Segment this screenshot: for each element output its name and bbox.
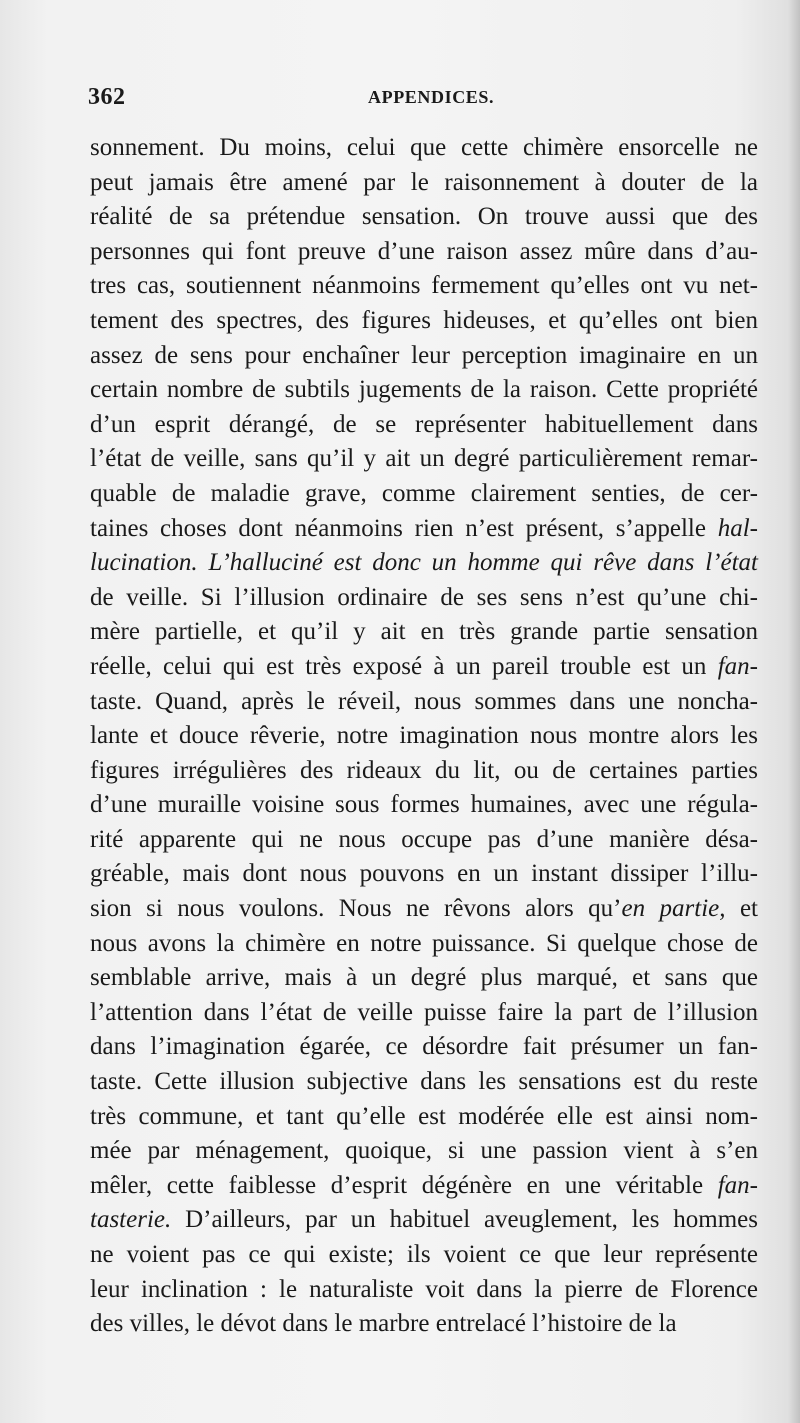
italic-word: tasterie. bbox=[90, 1206, 172, 1234]
text-line-with-italic bbox=[90, 650, 758, 685]
text-line: certain nombre de subtils jugements de la raison. Cette propriété bbox=[90, 376, 758, 404]
text-line: nous avons la chimère en notre puissance. Si quelque chose de bbox=[90, 929, 758, 957]
text-line: personnes qui font preuve d’une raison assez mûre dans d’au- bbox=[90, 237, 758, 265]
text-line: des villes, le dévot dans le marbre entrelacé l’histoire de la bbox=[90, 1310, 677, 1338]
running-head: APPENDICES. bbox=[368, 87, 495, 107]
text-segment: taste. Quand, après le réveil, nous sommes dans une noncha- bbox=[90, 687, 758, 715]
text-line: tres cas, soutiennent néanmoins fermement qu’elles ont vu net- bbox=[90, 272, 758, 300]
text-line: l’attention dans l’état de veille puisse faire la part de l’illusion bbox=[90, 998, 758, 1026]
text-line: taste. Cette illusion subjective dans les sensations est du reste bbox=[90, 1068, 758, 1096]
text-line: sonnement. Du moins, celui que cette chimère ensorcelle ne bbox=[90, 134, 758, 161]
text-line: mère partielle, et qu’il y ait en très grande partie sensation bbox=[90, 618, 758, 646]
text-line: leur inclination : le naturaliste voit dans la pierre de Florence bbox=[90, 1275, 758, 1303]
text-line-with-italic bbox=[90, 685, 758, 720]
text-line: ne voient pas ce qui existe; ils voient ce que leur représente bbox=[90, 1241, 758, 1268]
italic-word: hal- bbox=[717, 514, 758, 542]
text-segment: D’ailleurs, par un habituel aveuglement, les hommes bbox=[185, 1206, 759, 1234]
text-line: de veille. Si l’illusion ordinaire de ses sens n’est qu’une chi- bbox=[90, 583, 758, 611]
text-line: dans l’imagination égarée, ce désordre fait présumer un fan- bbox=[90, 1033, 758, 1061]
text-line: d’une muraille voisine sous formes humaines, avec une régula- bbox=[90, 791, 758, 819]
page-header bbox=[88, 84, 748, 118]
text-line: peut jamais être amené par le raisonnement à douter de la bbox=[90, 168, 758, 196]
text-line: l’état de veille, sans qu’il y ait un degré particulièrement remar- bbox=[90, 445, 758, 473]
text-line: assez de sens pour enchaîner leur perception imaginaire en un bbox=[90, 341, 758, 369]
page-number: 362 bbox=[88, 84, 126, 110]
text-line: figures irrégulières des rideaux du lit, ou de certaines parties bbox=[90, 756, 758, 784]
text-line-with-italic bbox=[90, 892, 758, 927]
text-line-with-italic bbox=[90, 1203, 758, 1238]
text-line-with-italic bbox=[90, 546, 758, 581]
italic-word: lucination. L’halluciné est donc un homme qui rêve dans l’état bbox=[90, 549, 758, 577]
body-text bbox=[90, 131, 758, 1342]
text-segment: sion si nous voulons. Nous ne rêvons alors qu’ bbox=[90, 895, 622, 923]
italic-word: fan- bbox=[717, 1171, 758, 1199]
italic-word: en partie, bbox=[621, 895, 726, 923]
text-line: tement des spectres, des figures hideuses, et qu’elles ont bien bbox=[90, 306, 758, 334]
text-line: d’un esprit dérangé, de se représenter habituellement dans bbox=[90, 410, 758, 438]
text-line: rité apparente qui ne nous occupe pas d’une manière désa- bbox=[90, 825, 758, 853]
text-segment: et bbox=[725, 895, 758, 923]
text-line-with-italic bbox=[90, 512, 758, 547]
text-line: très commune, et tant qu’elle est modérée elle est ainsi nom- bbox=[90, 1102, 758, 1130]
text-segment: réelle, celui qui est très exposé à un pareil trouble est un bbox=[90, 652, 707, 680]
text-line: lante et douce rêverie, notre imagination nous montre alors les bbox=[90, 722, 758, 750]
text-segment: taines choses dont néanmoins rien n’est présent, s’appelle bbox=[90, 514, 706, 542]
text-line: gréable, mais dont nous pouvons en un instant dissiper l’illu- bbox=[90, 860, 758, 888]
page-gutter-shadow bbox=[788, 0, 800, 1423]
text-line: réalité de sa prétendue sensation. On trouve aussi que des bbox=[90, 203, 758, 231]
text-line: semblable arrive, mais à un degré plus marqué, et sans que bbox=[90, 964, 758, 992]
italic-word: fan- bbox=[717, 652, 758, 680]
text-line-with-italic bbox=[90, 1169, 758, 1204]
text-line: mée par ménagement, quoique, si une passion vient à s’en bbox=[90, 1137, 758, 1165]
text-line: quable de maladie grave, comme clairement senties, de cer- bbox=[90, 479, 758, 507]
text-segment: mêler, cette faiblesse d’esprit dégénère en une véritable bbox=[90, 1171, 704, 1199]
